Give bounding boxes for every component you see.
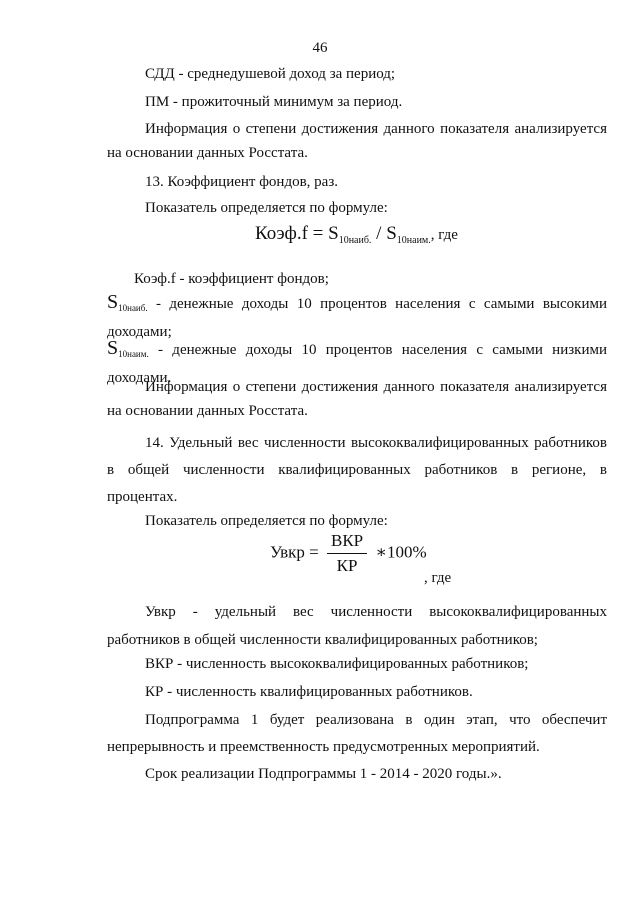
vkr-definition: ВКР - численность высококвалифицированных работников; (145, 656, 529, 672)
formula-koef-s1: S (328, 223, 339, 244)
uvkr-definition: Увкр - удельный вес численности высококвалифицированных работников в общей численности квалифицированных работников; (107, 604, 607, 648)
formula-uvkr-numerator: ВКР (327, 530, 367, 554)
formula-intro-2: Показатель определяется по формуле: (145, 513, 388, 529)
formula-koef-slash: / (371, 223, 387, 244)
s-low-text: - денежные доходы 10 процентов населения с самыми низкими доходами. (107, 342, 608, 386)
formula-koef-s2: S (386, 223, 397, 244)
item-13-heading: 13. Коэффициент фондов, раз. (145, 174, 339, 190)
pm-definition: ПМ - прожиточный минимум за период. (145, 94, 403, 110)
sdd-definition: СДД - среднедушевой доход за период; (145, 66, 396, 82)
subprogram-paragraph: Подпрограмма 1 будет реализована в один этап, что обеспечит непрерывность и преемственность предусмотренных мероприятий. (107, 712, 607, 755)
s-low-symbol: $S_{10наим.}$ (107, 337, 149, 359)
formula-uvkr-gde: , где (424, 570, 452, 586)
formula-uvkr-fraction (327, 530, 367, 577)
formula-intro-1: Показатель определяется по формуле: (145, 200, 388, 216)
formula-koef (255, 222, 458, 253)
subprogram-term: Срок реализации Подпрограммы 1 - 2014 - 2020 годы.». (145, 766, 502, 782)
formula-uvkr (270, 530, 427, 577)
info-paragraph-1: Информация о степени достижения данного показателя анализируется на основании данных Росстата. (107, 121, 607, 161)
formula-koef-lhs: Коэф.f = (255, 223, 329, 244)
item-14-heading: 14. Удельный вес численности высококвалифицированных работников в общей численности квалифицированных работников в регионе, в процентах. (107, 435, 607, 505)
formula-koef-s1-sub: 10наиб. (338, 235, 372, 246)
formula-uvkr-denominator: КР (336, 556, 358, 575)
info-paragraph-2: Информация о степени достижения данного показателя анализируется на основании данных Росстата. (107, 379, 607, 419)
formula-uvkr-multiplier: ∗100% (375, 542, 427, 562)
s-high-symbol: $S_{10наиб.}$ (107, 291, 148, 313)
formula-koef-gde: , где (430, 227, 458, 243)
koef-definition: Коэф.f - коэффициент фондов; (134, 271, 329, 287)
formula-koef-s2-sub: 10наим. (396, 235, 431, 246)
page-number: 46 (312, 40, 328, 56)
s-high-text: - денежные доходы 10 процентов населения с самыми высокими доходами; (107, 296, 608, 340)
kr-definition: КР - численность квалифицированных работников. (145, 684, 473, 700)
formula-uvkr-lhs: Увкр = (270, 542, 319, 562)
